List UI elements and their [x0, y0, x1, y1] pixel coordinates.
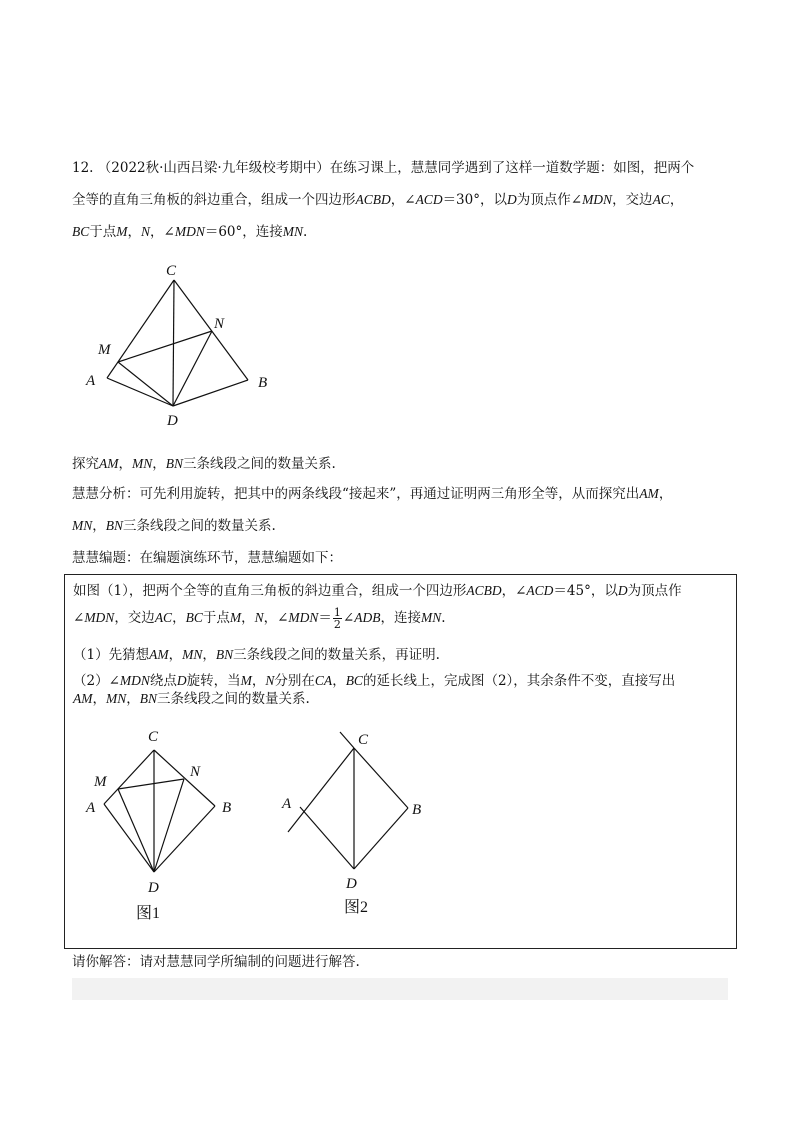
- box-q2-line-1: （2）∠MDN绕点D旋转，当M，N分别在CA，BC的延长线上，完成图（2），其余条件不变，直接写出: [73, 673, 676, 689]
- box-figure-2: [278, 726, 438, 922]
- question-line-3: BC于点M，N，∠MDN＝60°，连接MN.: [72, 224, 308, 240]
- box-q1: （1）先猜想AM，MN，BN三条线段之间的数量关系，再证明.: [73, 647, 440, 663]
- label-d: D: [167, 413, 178, 429]
- box1-label-n: N: [190, 764, 201, 780]
- box1-label-b: B: [222, 800, 232, 816]
- question-figure: [80, 258, 280, 430]
- box1-label-a: A: [86, 800, 96, 816]
- explore-text: 探究AM，MN，BN三条线段之间的数量关系.: [72, 456, 336, 472]
- box1-label-m: M: [94, 774, 107, 790]
- analysis-line-1: 慧慧分析：可先利用旋转，把其中的两条线段“接起来”，再通过证明两三角形全等，从而探究出AM，: [72, 486, 673, 502]
- box-q2-line-2: AM，MN，BN三条线段之间的数量关系.: [73, 691, 310, 707]
- label-n: N: [214, 316, 225, 332]
- label-c: C: [166, 263, 177, 279]
- box1-label-d: D: [148, 880, 159, 896]
- box1-caption: 图1: [136, 905, 161, 922]
- question-line-2: 全等的直角三角板的斜边重合，组成一个四边形ACBD，∠ACD＝30°，以D为顶点作∠MDN，交边AC，: [72, 192, 684, 208]
- box2-label-c: C: [358, 732, 369, 748]
- label-b: B: [258, 375, 268, 391]
- compose-text: 慧慧编题：在编题演练环节，慧慧编题如下：: [72, 550, 342, 566]
- box2-label-a: A: [282, 796, 292, 812]
- label-a: A: [86, 373, 96, 389]
- box-figure-1: [82, 724, 242, 924]
- label-m: M: [98, 342, 111, 358]
- box-line-2: ∠MDN，交边AC，BC于点M，N，∠MDN＝ $\frac{1}{2}$ ∠ADB，连接MN.: [73, 606, 446, 631]
- box2-label-d: D: [346, 876, 357, 892]
- answer-area[interactable]: [72, 978, 728, 1000]
- box1-label-c: C: [148, 729, 159, 745]
- box2-label-b: B: [412, 802, 422, 818]
- question-line-1: 12. （2022秋·山西吕梁·九年级校考期中）在练习课上，慧慧同学遇到了这样一道数学题：如图，把两个: [72, 160, 695, 176]
- box2-caption: 图2: [344, 899, 369, 916]
- box-line-1: 如图（1），把两个全等的直角三角板的斜边重合，组成一个四边形ACBD，∠ACD＝45°，以D为顶点作: [73, 583, 682, 599]
- footer-prompt: 请你解答：请对慧慧同学所编制的问题进行解答.: [72, 954, 360, 970]
- fraction-one-half: $\frac{1}{2}$: [333, 606, 341, 631]
- analysis-line-2: MN，BN三条线段之间的数量关系.: [72, 518, 276, 534]
